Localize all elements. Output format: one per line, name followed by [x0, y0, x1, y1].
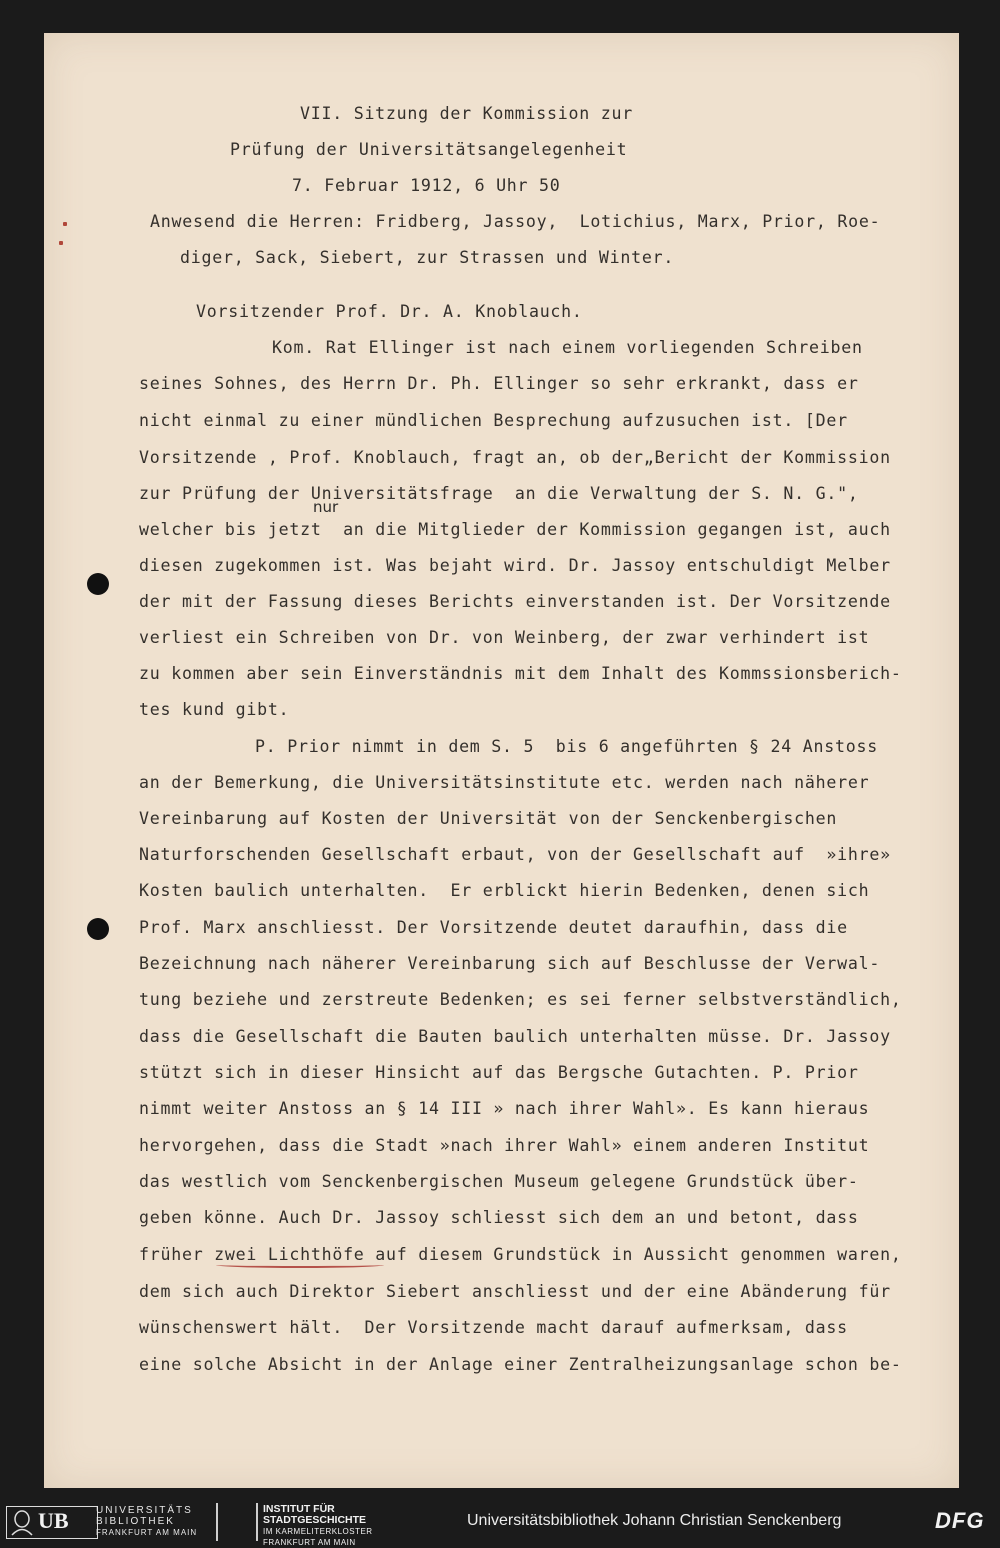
heading-line: Prüfung der Universitätsangelegenheit — [230, 140, 628, 159]
body-line: Prof. Marx anschliesst. Der Vorsitzende deutet daraufhin, dass die — [139, 918, 848, 937]
isg-wordmark — [263, 1504, 373, 1548]
isg-line: STADTGESCHICHTE — [263, 1514, 367, 1526]
body-line: Bezeichnung nach näherer Vereinbarung sich auf Beschlusse der Verwal- — [139, 954, 881, 973]
body-line: seines Sohnes, des Herrn Dr. Ph. Ellinger so sehr erkrankt, dass er — [139, 374, 859, 393]
body-line: hervorgehen, dass die Stadt »nach ihrer Wahl» einem anderen Institut — [139, 1136, 870, 1155]
pin-mark — [63, 222, 67, 226]
body-line: nimmt weiter Anstoss an § 14 III » nach ihrer Wahl». Es kann hieraus — [139, 1099, 870, 1118]
ub-logo: UB — [38, 1508, 69, 1533]
ub-line: UNIVERSITÄTS — [96, 1505, 193, 1516]
red-pencil-underline — [216, 1262, 384, 1268]
body-line: Vereinbarung auf Kosten der Universität von der Senckenbergischen — [139, 809, 838, 828]
body-line: P. Prior nimmt in dem S. 5 bis 6 angeführten § 24 Anstoss — [255, 737, 878, 756]
ub-wordmark — [96, 1505, 197, 1538]
body-line: dem sich auch Direktor Siebert anschliesst und der eine Abänderung für — [139, 1282, 891, 1301]
attendance-line: Anwesend die Herren: Fridberg, Jassoy, Lotichius, Marx, Prior, Roe- — [150, 212, 881, 231]
body-line: dass die Gesellschaft die Bauten baulich unterhalten müsse. Dr. Jassoy — [139, 1027, 891, 1046]
punch-hole — [87, 573, 109, 595]
body-line: tes kund gibt. — [139, 700, 290, 719]
body-line: tung beziehe und zerstreute Bedenken; es sei ferner selbstverständlich, — [139, 990, 902, 1009]
body-line: Naturforschenden Gesellschaft erbaut, von der Gesellschaft auf »ihre» — [139, 845, 891, 864]
body-line: diesen zugekommen ist. Was bejaht wird. Dr. Jassoy entschuldigt Melber — [139, 556, 891, 575]
body-line: zur Prüfung der Universitätsfrage an die Verwaltung der S. N. G.", — [139, 484, 859, 503]
pin-mark — [59, 241, 63, 245]
body-line: eine solche Absicht in der Anlage einer Zentralheizungsanlage schon be- — [139, 1355, 902, 1374]
body-line: zu kommen aber sein Einverständnis mit dem Inhalt des Kommssionsberich- — [139, 664, 902, 683]
body-line: Vorsitzende , Prof. Knoblauch, fragt an, ob der„Bericht der Kommission — [139, 448, 891, 467]
isg-line: FRANKFURT AM MAIN — [263, 1538, 356, 1547]
body-line: stützt sich in dieser Hinsicht auf das Bergsche Gutachten. P. Prior — [139, 1063, 859, 1082]
footer-title[interactable]: Universitätsbibliothek Johann Christian Senckenberg — [467, 1512, 842, 1529]
body-line: das westlich vom Senckenbergischen Museum gelegene Grundstück über- — [139, 1172, 859, 1191]
chair-line: Vorsitzender Prof. Dr. A. Knoblauch. — [196, 302, 583, 321]
isg-line: INSTITUT FÜR — [263, 1503, 335, 1515]
dfg-logo: DFG — [935, 1508, 985, 1533]
ub-line: FRANKFURT AM MAIN — [96, 1528, 198, 1537]
body-line: wünschenswert hält. Der Vorsitzende macht darauf aufmerksam, dass — [139, 1318, 848, 1337]
ub-line: BIBLIOTHEK — [96, 1516, 175, 1527]
isg-line: IM KARMELITERKLOSTER — [263, 1527, 373, 1536]
isg-logo-mark — [216, 1503, 258, 1541]
body-line: Kosten baulich unterhalten. Er erblickt hierin Bedenken, denen sich — [139, 881, 870, 900]
attendance-line: diger, Sack, Siebert, zur Strassen und Winter. — [180, 248, 675, 267]
portrait-logo-icon — [9, 1508, 35, 1536]
footer-bar — [0, 1497, 1000, 1546]
body-line: welcher bis jetzt an die Mitglieder der Kommission gegangen ist, auch — [139, 520, 891, 539]
body-line: Kom. Rat Ellinger ist nach einem vorliegenden Schreiben — [272, 338, 863, 357]
body-line: früher zwei Lichthöfe auf diesem Grundstück in Aussicht genommen waren, — [139, 1245, 902, 1264]
body-line: der mit der Fassung dieses Berichts einverstanden ist. Der Vorsitzende — [139, 592, 891, 611]
heading-line: VII. Sitzung der Kommission zur — [300, 104, 633, 123]
body-line: nicht einmal zu einer mündlichen Besprechung aufzusuchen ist. [Der — [139, 411, 848, 430]
handwritten-insertion: nur — [313, 498, 339, 516]
body-line: geben könne. Auch Dr. Jassoy schliesst sich dem an und betont, dass — [139, 1208, 859, 1227]
heading-date: 7. Februar 1912, 6 Uhr 50 — [292, 176, 561, 195]
punch-hole — [87, 918, 109, 940]
body-line: verliest ein Schreiben von Dr. von Weinberg, der zwar verhindert ist — [139, 628, 870, 647]
body-line: an der Bemerkung, die Universitätsinstitute etc. werden nach näherer — [139, 773, 870, 792]
